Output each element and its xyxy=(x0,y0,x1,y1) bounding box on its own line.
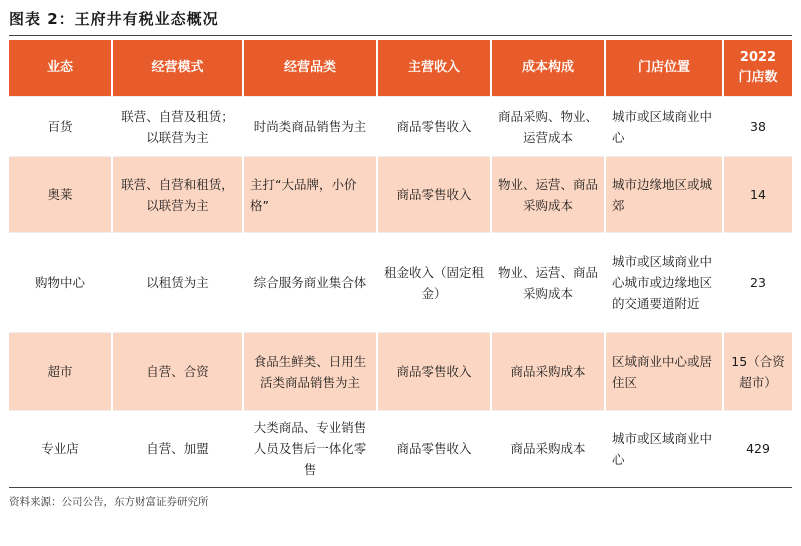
header-mode: 经营模式 xyxy=(112,40,243,97)
cell-mode: 联营、自营及租赁；以联营为主 xyxy=(112,97,243,157)
cell-income: 商品零售收入 xyxy=(377,333,491,411)
cell-stores: 14 xyxy=(723,157,792,233)
table-row xyxy=(9,97,792,157)
header-stores-label: 门店数 xyxy=(738,70,778,85)
table-row xyxy=(9,233,792,333)
cell-mode: 自营、加盟 xyxy=(112,411,243,487)
cell-location: 区域商业中心或居住区 xyxy=(605,333,723,411)
header-income: 主营收入 xyxy=(377,40,491,97)
cell-category: 综合服务商业集合体 xyxy=(243,233,377,333)
source-note: 资料来源：公司公告，东方财富证券研究所 xyxy=(9,496,209,508)
cell-format: 奥莱 xyxy=(9,157,112,233)
cell-cost: 商品采购成本 xyxy=(491,411,605,487)
cell-income: 商品零售收入 xyxy=(377,157,491,233)
cell-location: 城市或区域商业中心 xyxy=(605,97,723,157)
cell-mode: 联营、自营和租赁，以联营为主 xyxy=(112,157,243,233)
cell-format: 超市 xyxy=(9,333,112,411)
cell-cost: 物业、运营、商品采购成本 xyxy=(491,157,605,233)
table-row xyxy=(9,157,792,233)
header-format: 业态 xyxy=(9,40,112,97)
cell-category: 大类商品、专业销售人员及售后一体化零售 xyxy=(243,411,377,487)
cell-mode: 以租赁为主 xyxy=(112,233,243,333)
table-row xyxy=(9,411,792,487)
cell-location: 城市或区域商业中心城市或边缘地区的交通要道附近 xyxy=(605,233,723,333)
cell-format: 百货 xyxy=(9,97,112,157)
cell-income: 租金收入（固定租金） xyxy=(377,233,491,333)
cell-category: 时尚类商品销售为主 xyxy=(243,97,377,157)
business-format-table xyxy=(9,40,792,487)
cell-cost: 商品采购、物业、运营成本 xyxy=(491,97,605,157)
cell-income: 商品零售收入 xyxy=(377,97,491,157)
cell-cost: 物业、运营、商品采购成本 xyxy=(491,233,605,333)
cell-location: 城市或区域商业中心 xyxy=(605,411,723,487)
top-rule xyxy=(9,35,792,36)
cell-format: 专业店 xyxy=(9,411,112,487)
figure-title: 图表 2：王府井有税业态概况 xyxy=(9,10,219,28)
cell-format: 购物中心 xyxy=(9,233,112,333)
table-header-row xyxy=(9,40,792,97)
cell-cost: 商品采购成本 xyxy=(491,333,605,411)
cell-category: 主打“大品牌，小价格” xyxy=(243,157,377,233)
header-cost: 成本构成 xyxy=(491,40,605,97)
table-row xyxy=(9,333,792,411)
header-stores xyxy=(723,40,792,97)
bottom-rule xyxy=(9,487,792,488)
cell-income: 商品零售收入 xyxy=(377,411,491,487)
cell-category: 食品生鲜类、日用生活类商品销售为主 xyxy=(243,333,377,411)
cell-stores: 38 xyxy=(723,97,792,157)
header-stores-year: 2022 xyxy=(739,50,777,65)
header-category: 经营品类 xyxy=(243,40,377,97)
cell-stores: 23 xyxy=(723,233,792,333)
cell-stores: 429 xyxy=(723,411,792,487)
cell-mode: 自营、合资 xyxy=(112,333,243,411)
header-location: 门店位置 xyxy=(605,40,723,97)
cell-stores: 15（合资超市） xyxy=(723,333,792,411)
cell-location: 城市边缘地区或城郊 xyxy=(605,157,723,233)
